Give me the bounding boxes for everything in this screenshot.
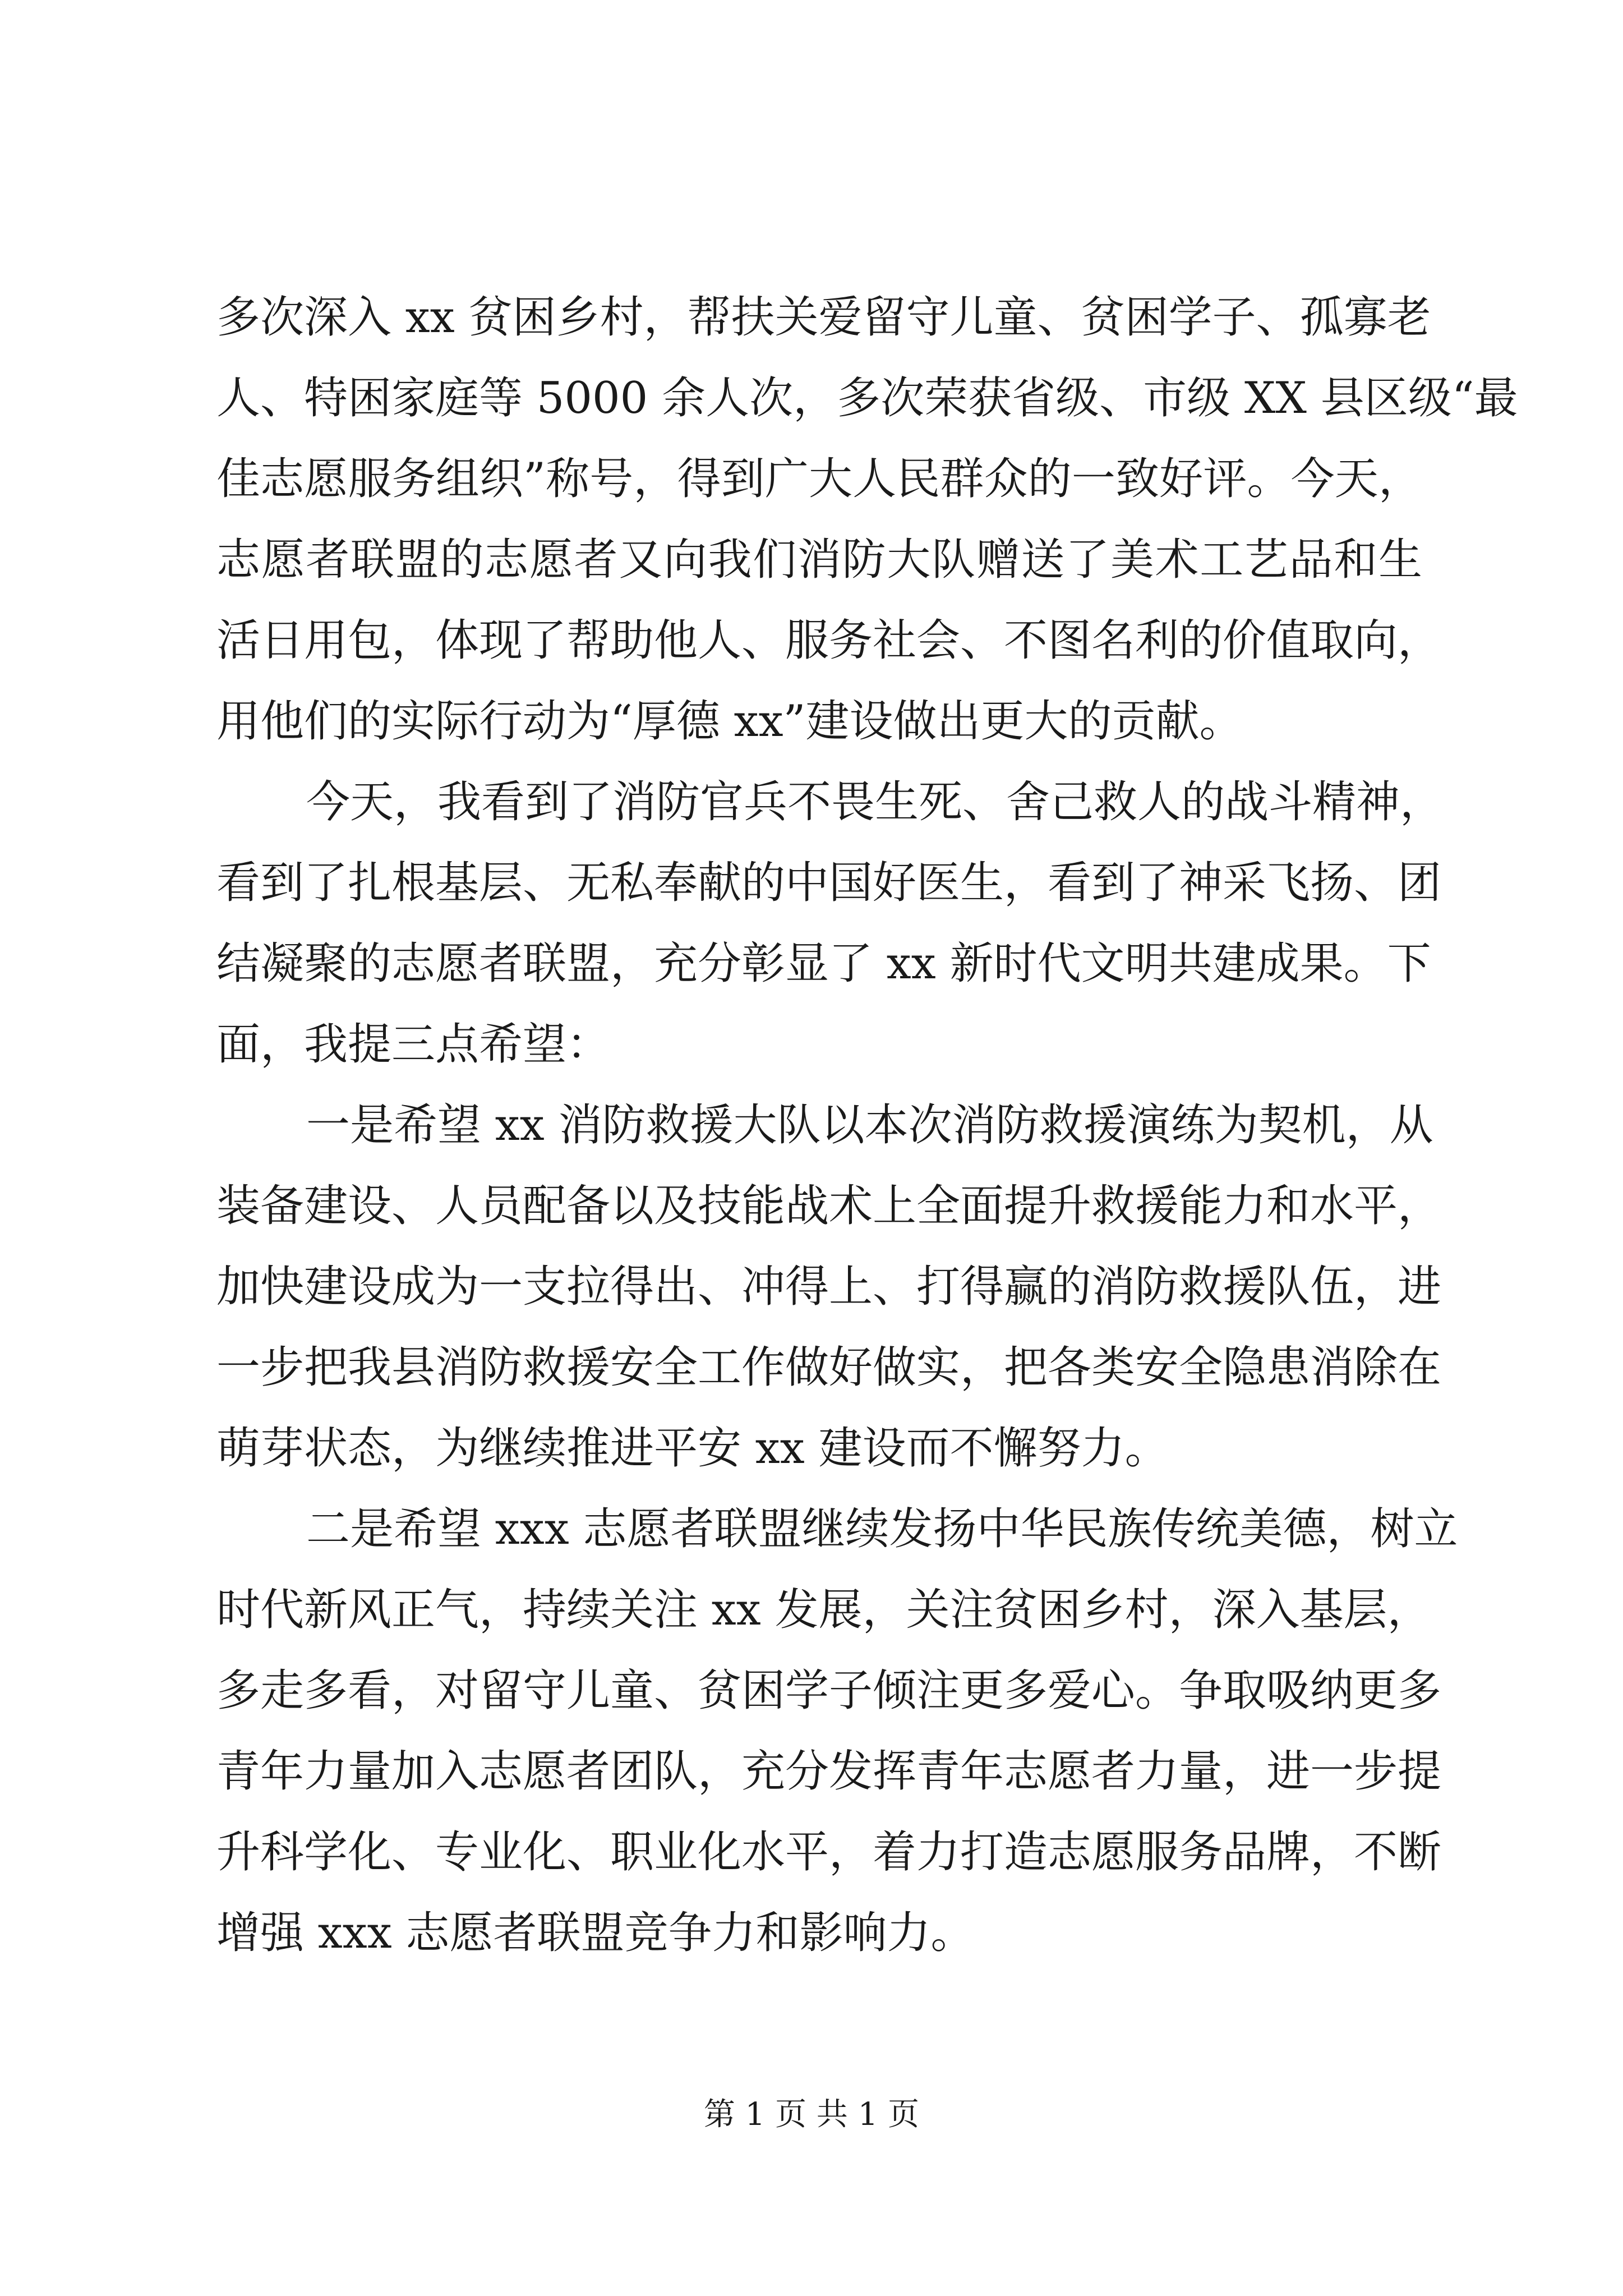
text-line: 志愿者联盟的志愿者又向我们消防大队赠送了美术工艺品和生 bbox=[216, 535, 1422, 585]
text-line: 今天，我看到了消防官兵不畏生死、舍己救人的战斗精神， bbox=[306, 777, 1444, 827]
text-line: 看到了扎根基层、无私奉献的中国好医生，看到了神采飞扬、团 bbox=[216, 858, 1442, 908]
text-line: 结凝聚的志愿者联盟，充分彰显了 xx 新时代文明共建成果。下 bbox=[216, 938, 1431, 989]
text-line: 青年力量加入志愿者团队，充分发挥青年志愿者力量，进一步提 bbox=[216, 1746, 1442, 1797]
paragraph-3 bbox=[216, 1085, 1442, 1489]
text-line: 加快建设成为一支拉得出、冲得上、打得赢的消防救援队伍，进 bbox=[216, 1262, 1442, 1312]
text-line: 二是希望 xxx 志愿者联盟继续发扬中华民族传统美德，树立 bbox=[306, 1504, 1458, 1554]
text-line: 多走多看，对留守儿童、贫困学子倾注更多爱心。争取吸纳更多 bbox=[216, 1665, 1442, 1716]
text-line: 一步把我县消防救援安全工作做好做实，把各类安全隐患消除在 bbox=[216, 1342, 1442, 1393]
paragraph-1 bbox=[216, 277, 1518, 762]
text-line: 人、特困家庭等 5000 余人次，多次荣获省级、市级 XX 县区级“最 bbox=[216, 373, 1518, 424]
document-body bbox=[216, 277, 1518, 1973]
paragraph-4 bbox=[216, 1489, 1458, 1973]
text-line: 时代新风正气，持续关注 xx 发展，关注贫困乡村，深入基层， bbox=[216, 1585, 1431, 1635]
text-line: 萌芽状态，为继续推进平安 xx 建设而不懈努力。 bbox=[216, 1423, 1169, 1474]
text-line: 升科学化、专业化、职业化水平，着力打造志愿服务品牌，不断 bbox=[216, 1827, 1442, 1878]
text-line: 活日用包，体现了帮助他人、服务社会、不图名利的价值取向， bbox=[216, 615, 1442, 666]
text-line: 一是希望 xx 消防救援大队以本次消防救援演练为契机，从 bbox=[306, 1100, 1433, 1151]
paragraph-2 bbox=[216, 762, 1444, 1085]
text-line: 佳志愿服务组织”称号，得到广大人民群众的一致好评。今天， bbox=[216, 454, 1422, 504]
text-line: 增强 xxx 志愿者联盟竞争力和影响力。 bbox=[216, 1908, 975, 1958]
page-number-footer: 第 1 页 共 1 页 bbox=[703, 2096, 920, 2133]
text-line: 装备建设、人员配备以及技能战术上全面提升救援能力和水平， bbox=[216, 1181, 1442, 1231]
text-line: 用他们的实际行动为“厚德 xx”建设做出更大的贡献。 bbox=[216, 696, 1243, 747]
text-line: 多次深入 xx 贫困乡村，帮扶关爱留守儿童、贫困学子、孤寡老 bbox=[216, 292, 1431, 343]
text-line: 面，我提三点希望： bbox=[216, 1019, 611, 1070]
